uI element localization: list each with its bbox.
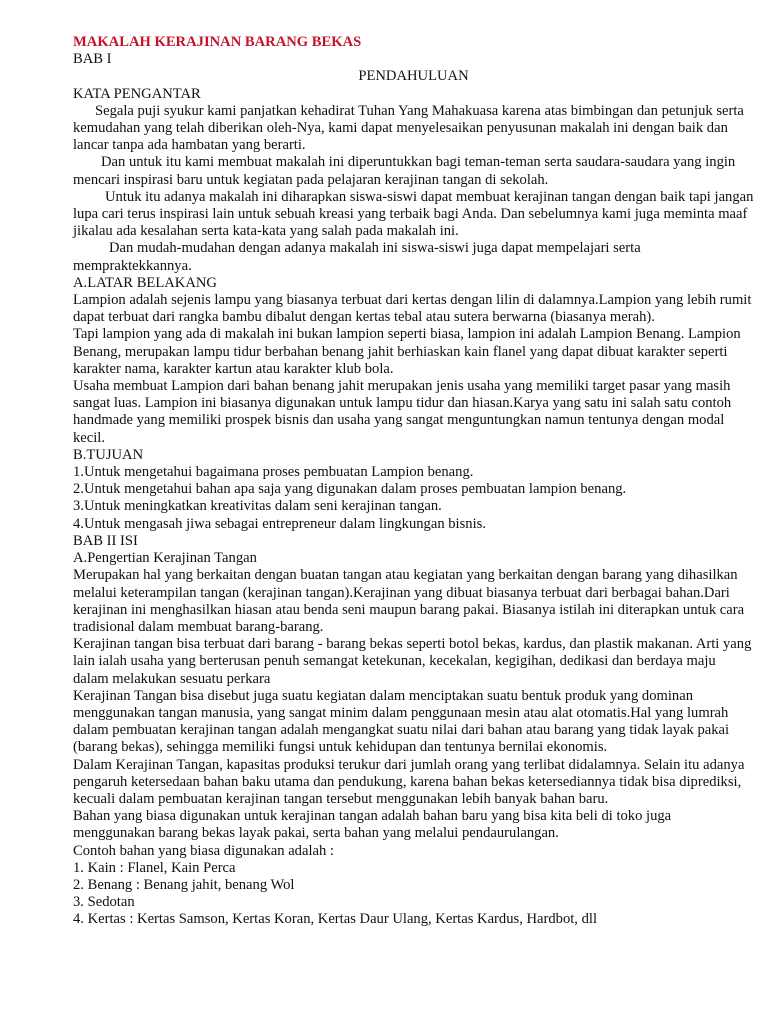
- latar-belakang-heading: A.LATAR BELAKANG: [73, 274, 217, 291]
- pengertian-heading: A.Pengertian Kerajinan Tangan: [73, 550, 257, 567]
- list-item: 1.Untuk mengetahui bagaimana proses pembuatan Lampion benang.: [73, 464, 474, 481]
- bab1-label: BAB I: [73, 51, 112, 68]
- tujuan-heading: B.TUJUAN: [73, 446, 144, 463]
- paragraph: Tapi lampion yang ada di makalah ini bukan lampion seperti biasa, lampion ini adalah Lampion Benang. Lampion Benang, merupakan lampu tidur berbahan benang jahit berhiaskan kain flanel yang dapat dibuat karakter seperti karakter nama, karakter kartun atau karakter klub bola.: [73, 326, 741, 377]
- paragraph: Contoh bahan yang biasa digunakan adalah :: [73, 842, 334, 859]
- paragraph: Kerajinan Tangan bisa disebut juga suatu kegiatan dalam menciptakan suatu bentuk produk yang dominan menggunakan tangan manusia, yang sangat minim dalam penggunaan mesin atau alat otomatis.Hal yang lumrah dalam pembuatan kerajinan tangan adalah mengangkat suatu nilai dari bahan atau barang yang tidak layak pakai (barang bekas), sehingga memiliki fungsi untuk kehidupan dan tentunya bernilai ekonomis.: [73, 687, 730, 756]
- kata-pengantar-heading: KATA PENGANTAR: [73, 85, 201, 102]
- list-item: 2.Untuk mengetahui bahan apa saja yang digunakan dalam proses pembuatan lampion benang.: [73, 481, 627, 498]
- paragraph: Dalam Kerajinan Tangan, kapasitas produksi terukur dari jumlah orang yang terlibat didalamnya. Selain itu adanya pengaruh ketersedaan bahan baku utama dan pendukung, karena bahan bekas ketersediannya tidak bisa diprediksi, kecuali dalam pembuatan kerajinan tangan tersebut menggunakan lebih banyak bahan baru.: [73, 756, 745, 807]
- bab2-label: BAB II ISI: [73, 532, 138, 549]
- list-item: 4. Kertas : Kertas Samson, Kertas Koran, Kertas Daur Ulang, Kertas Kardus, Hardbot, dll: [73, 911, 598, 928]
- paragraph: Segala puji syukur kami panjatkan kehadirat Tuhan Yang Mahakuasa karena atas bimbingan dan petunjuk serta kemudahan yang telah diberikan oleh-Nya, kami dapat menyelesaikan penyusunan makalah ini dengan baik dan lancar tanpa ada hambatan yang berarti.: [73, 102, 744, 154]
- list-item: 1. Kain : Flanel, Kain Perca: [73, 859, 236, 876]
- paragraph: Untuk itu adanya makalah ini diharapkan siswa-siswi dapat membuat kerajinan tangan dengan baik tapi jangan lupa cari terus inspirasi lain untuk sebuah kreasi yang terbaik bagi Anda. Dan sebelumnya kami juga meminta maaf jikalau ada kesalahan serta kata-kata yang salah pada makalah ini.: [73, 188, 754, 240]
- paragraph: Lampion adalah sejenis lampu yang biasanya terbuat dari kertas dengan lilin di dalamnya.Lampion yang lebih rumit dapat terbuat dari rangka bambu dibalut dengan kertas tebal atau sutera berwarna (biasanya merah).: [73, 292, 752, 326]
- paragraph: Usaha membuat Lampion dari bahan benang jahit merupakan jenis usaha yang memiliki target pasar yang masih sangat luas. Lampion ini biasanya digunakan untuk lampu tidur dan hiasan.Karya yang satu ini salah satu contoh handmade yang memiliki prospek bisnis dan usaha yang sangat menguntungkan namun tentunya dengan modal kecil.: [73, 378, 732, 446]
- list-item: 3.Untuk meningkatkan kreativitas dalam seni kerajinan tangan.: [73, 498, 442, 515]
- paragraph: Merupakan hal yang berkaitan dengan buatan tangan atau kegiatan yang berkaitan dengan barang yang dihasilkan melalui keterampilan tangan (kerajinan tangan).Kerajinan yang dibuat biasanya terbuat dari berbagai bahan.Dari kerajinan ini menghasilkan hiasan atau benda seni maupun barang pakai. Biasanya istilah ini diterapkan untuk cara tradisional dalam membuat barang-barang.: [73, 567, 745, 635]
- list-item: 2. Benang : Benang jahit, benang Wol: [73, 876, 295, 893]
- paragraph: Dan untuk itu kami membuat makalah ini diperuntukkan bagi teman-teman serta saudara-saudara yang ingin mencari inspirasi baru untuk kegiatan pada pelajaran kerajinan tangan di sekolah.: [73, 154, 736, 188]
- list-item: 4.Untuk mengasah jiwa sebagai entrepreneur dalam lingkungan bisnis.: [73, 515, 486, 532]
- paragraph: Bahan yang biasa digunakan untuk kerajinan tangan adalah bahan baru yang bisa kita beli di toko juga menggunakan barang bekas layak pakai, serta bahan yang melalui pendaurulangan.: [73, 808, 672, 842]
- document-title: MAKALAH KERAJINAN BARANG BEKAS: [73, 34, 362, 50]
- paragraph: Kerajinan tangan bisa terbuat dari barang - barang bekas seperti botol bekas, kardus, dan plastik makanan. Arti yang lain ialah usaha yang berterusan penuh semangat ketekunan, kecekalan, kegigihan, dedikasi dan berdaya maju dalam melakukan sesuatu perkara: [73, 636, 752, 687]
- list-item: 3. Sedotan: [73, 894, 135, 911]
- bab1-heading: PENDAHULUAN: [358, 68, 469, 85]
- paragraph: Dan mudah-mudahan dengan adanya makalah ini siswa-siswi juga dapat mempelajari serta mempraktekkannya.: [73, 240, 641, 274]
